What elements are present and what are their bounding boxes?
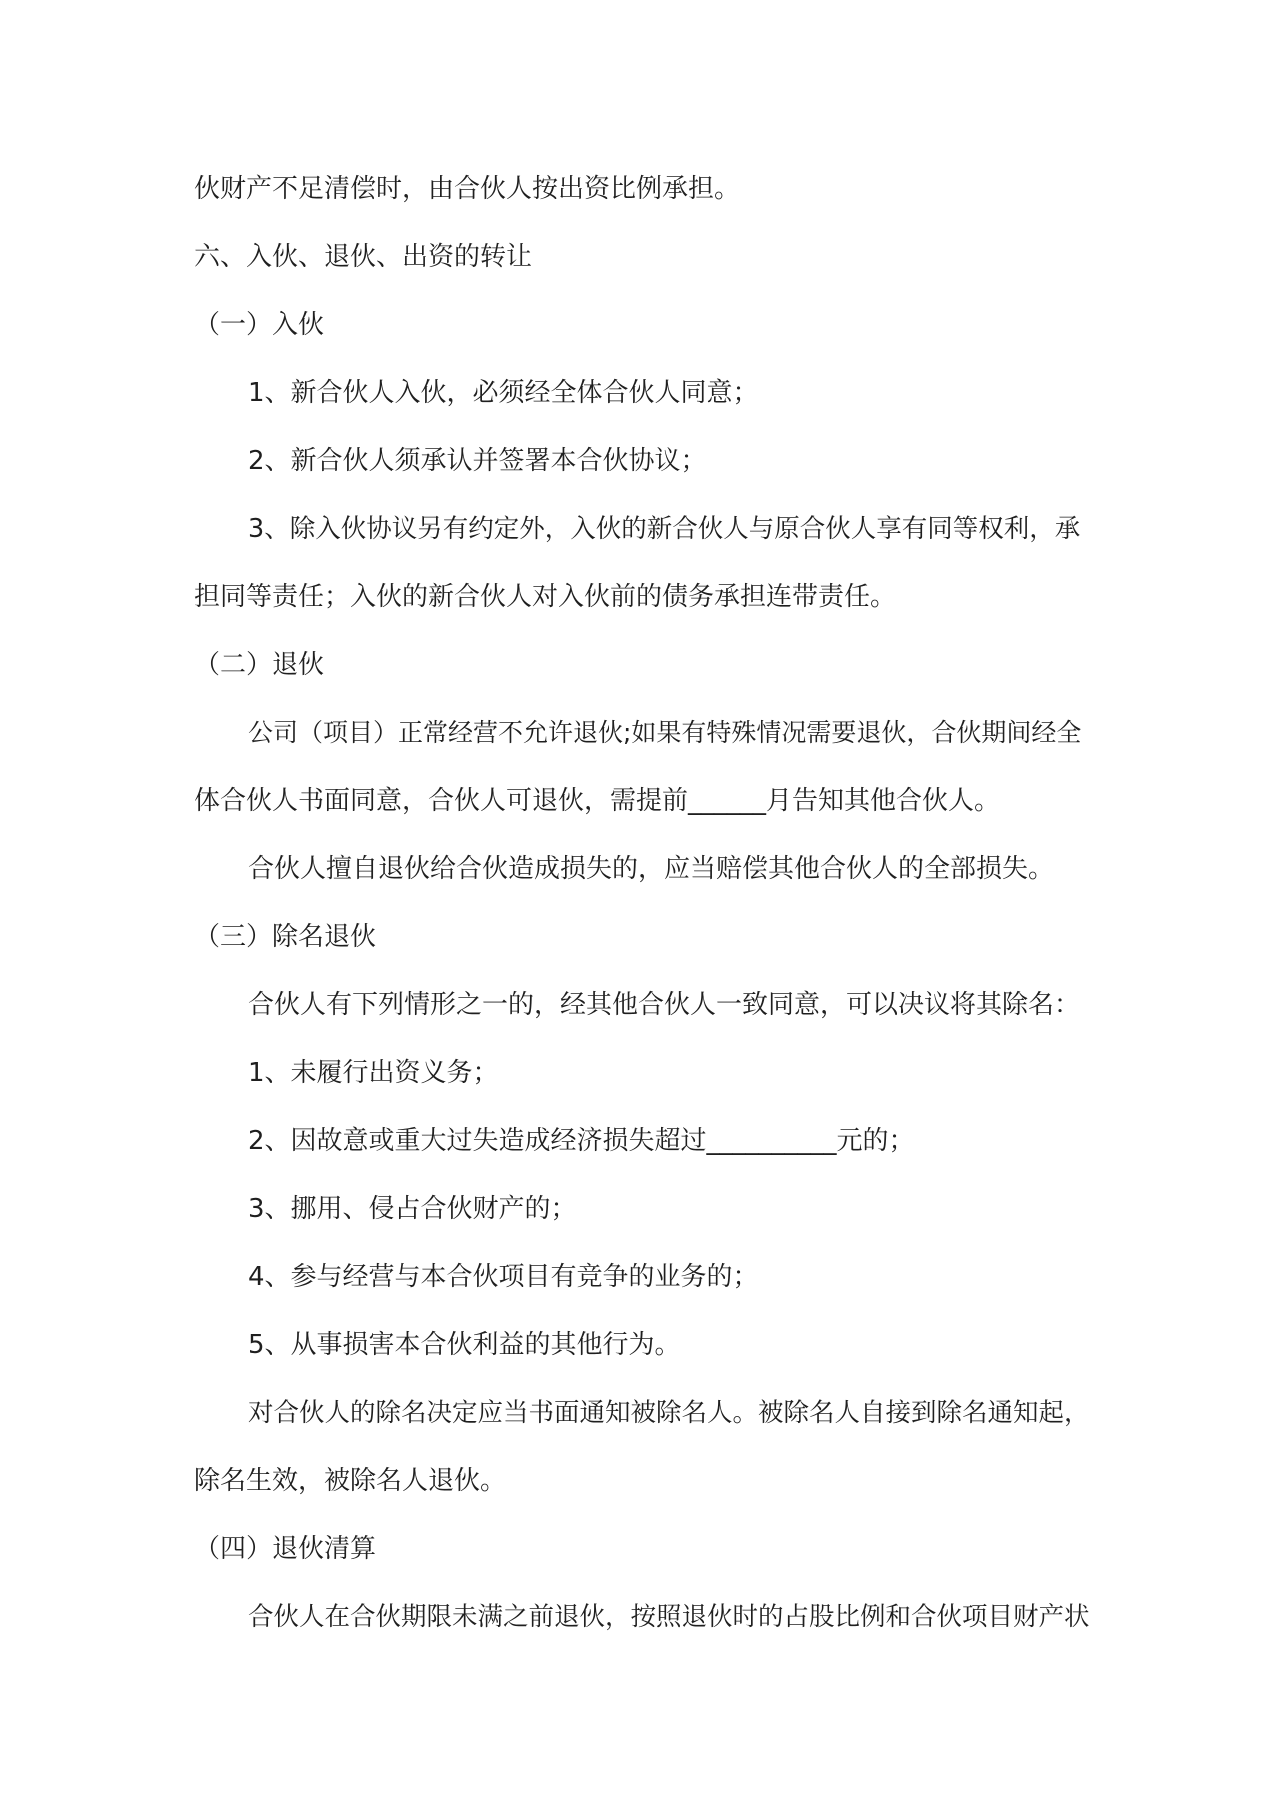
list-item: 3、除入伙协议另有约定外，入伙的新合伙人与原合伙人享有同等权利，承 (248, 514, 1081, 544)
list-item: 5、从事损害本合伙利益的其他行为。 (248, 1330, 681, 1360)
list-item: 4、参与经营与本合伙项目有竞争的业务的； (248, 1262, 759, 1292)
paragraph-line: 合伙人在合伙期限未满之前退伙，按照退伙时的占股比例和合伙项目财产状 (248, 1602, 1090, 1632)
list-item: 1、新合伙人入伙，必须经全体合伙人同意； (248, 378, 759, 408)
paragraph-line: 合伙人擅自退伙给合伙造成损失的，应当赔偿其他合伙人的全部损失。 (248, 854, 1055, 884)
paragraph-line: 对合伙人的除名决定应当书面通知被除名人。被除名人自接到除名通知起， (248, 1398, 1090, 1428)
list-item: 2、新合伙人须承认并签署本合伙协议； (248, 446, 707, 476)
paragraph-line: 除名生效，被除名人退伙。 (194, 1466, 507, 1496)
body-text-line: 伙财产不足清偿时，由合伙人按出资比例承担。 (194, 174, 741, 204)
paragraph-line: 合伙人有下列情形之一的，经其他合伙人一致同意，可以决议将其除名： (248, 990, 1081, 1020)
list-item-continuation: 担同等责任；入伙的新合伙人对入伙前的债务承担连带责任。 (194, 582, 897, 612)
list-item: 3、挪用、侵占合伙财产的； (248, 1194, 577, 1224)
paragraph-line: 公司（项目）正常经营不允许退伙;如果有特殊情况需要退伙，合伙期间经全 (248, 718, 1082, 747)
paragraph-line: 体合伙人书面同意，合伙人可退伙，需提前______月告知其他合伙人。 (194, 786, 1001, 816)
list-item: 1、未履行出资义务； (248, 1058, 499, 1088)
list-item: 2、因故意或重大过失造成经济损失超过__________元的； (248, 1126, 915, 1156)
subsection-heading: （一）入伙 (194, 310, 325, 340)
subsection-heading: （三）除名退伙 (194, 922, 377, 952)
subsection-heading: （四）退伙清算 (194, 1534, 377, 1564)
section-heading: 六、入伙、退伙、出资的转让 (194, 242, 533, 272)
subsection-heading: （二）退伙 (194, 650, 325, 680)
